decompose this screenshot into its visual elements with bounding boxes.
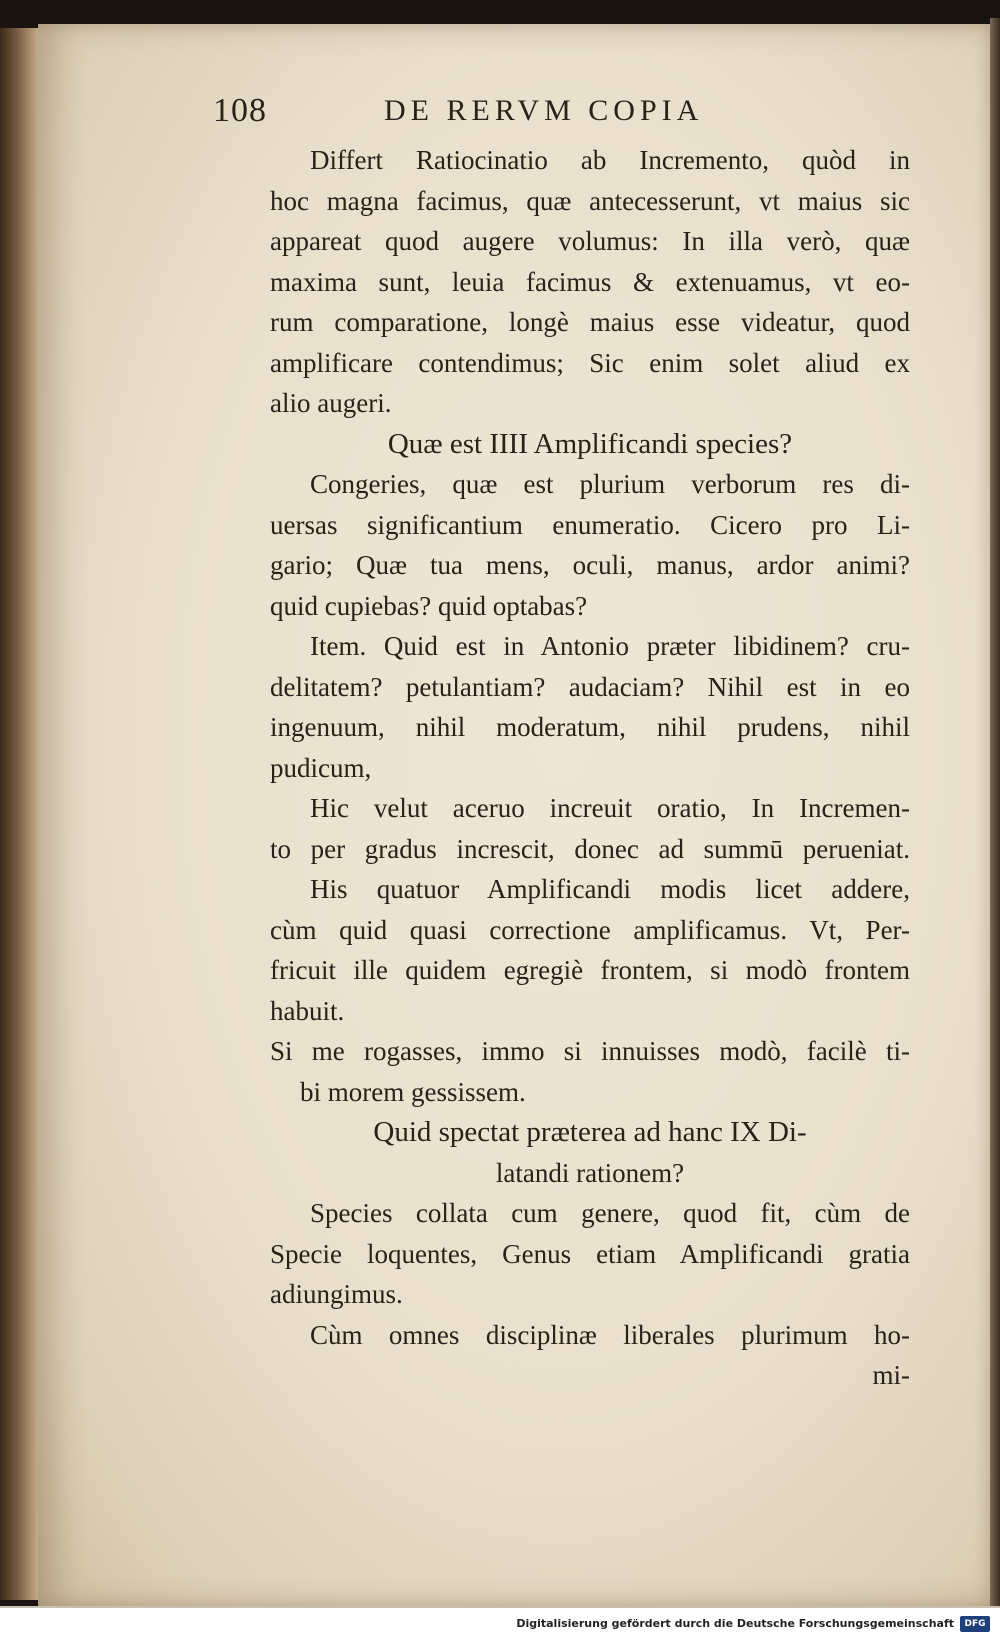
text-line: Specie loquentes, Genus etiam Amplificandi gratia (270, 1238, 910, 1269)
text-line: alio augeri. (270, 388, 392, 418)
text-line: to per gradus increscit, donec ad summū perueniat. (270, 833, 910, 864)
text-line: appareat quod augere volumus: In illa verò, quæ (270, 226, 910, 256)
text-line: delitatem? petulantiam? audaciam? Nihil est in eo (270, 671, 910, 702)
text-line: gario; Quæ tua mens, oculi, manus, ardor animi? (270, 550, 910, 580)
book-edge-left (0, 28, 40, 1600)
text-line: Quid spectat præterea ad hanc IX Di- (373, 1116, 807, 1148)
body-text (270, 140, 910, 1396)
text-line: Congeries, quæ est plurium verborum res di- (310, 469, 910, 499)
text-line: hoc magna facimus, quæ antecesserunt, vt maius sic (270, 185, 910, 216)
text-line: uersas significantium enumeratio. Cicero pro Li- (270, 509, 910, 540)
running-title: DE RERVM COPIA (384, 94, 704, 127)
text-line: cùm quid quasi correctione amplificamus. Vt, Per- (270, 914, 910, 945)
text-line: bi morem gessissem. (300, 1076, 526, 1107)
text-line: Species collata cum genere, quod fit, cùm de (310, 1198, 910, 1228)
text-line: Differt Ratiocinatio ab Incremento, quòd in (310, 145, 910, 175)
text-line: rum comparatione, longè maius esse videatur, quod (270, 307, 910, 337)
text-line: maxima sunt, leuia facimus & extenuamus, vt eo- (270, 266, 910, 297)
text-line: His quatuor Amplificandi modis licet addere, (310, 874, 910, 904)
text-line: pudicum, (270, 752, 372, 783)
book-edge-right (990, 18, 1000, 1608)
text-line: fricuit ille quidem egregiè frontem, si modò frontem (270, 955, 910, 985)
page-number: 108 (213, 92, 267, 129)
text-line: Cùm omnes disciplinæ liberales plurimum ho- (310, 1319, 910, 1350)
text-line: ingenuum, nihil moderatum, nihil prudens, nihil (270, 712, 910, 742)
footer-bar (0, 1608, 1000, 1641)
dfg-logo: DFG (960, 1616, 990, 1632)
text-line: Quæ est IIII Amplificandi species? (387, 427, 793, 460)
text-line: adiungimus. (270, 1279, 403, 1309)
text-line: Item. Quid est in Antonio præter libidinem? cru- (310, 631, 910, 661)
text-line: latandi rationem? (495, 1157, 685, 1188)
text-line: quid cupiebas? quid optabas? (270, 590, 588, 621)
text-line: mi- (872, 1360, 910, 1390)
text-line: Hic velut aceruo increuit oratio, In Incremen- (310, 793, 910, 823)
text-line: amplificare contendimus; Sic enim solet aliud ex (270, 347, 910, 378)
funding-credit: Digitalisierung gefördert durch die Deutsche Forschungsgemeinschaft (516, 1617, 954, 1630)
page-header (213, 92, 793, 140)
text-line: Si me rogasses, immo si innuisses modò, facilè ti- (270, 1036, 910, 1066)
text-line: habuit. (270, 995, 345, 1026)
